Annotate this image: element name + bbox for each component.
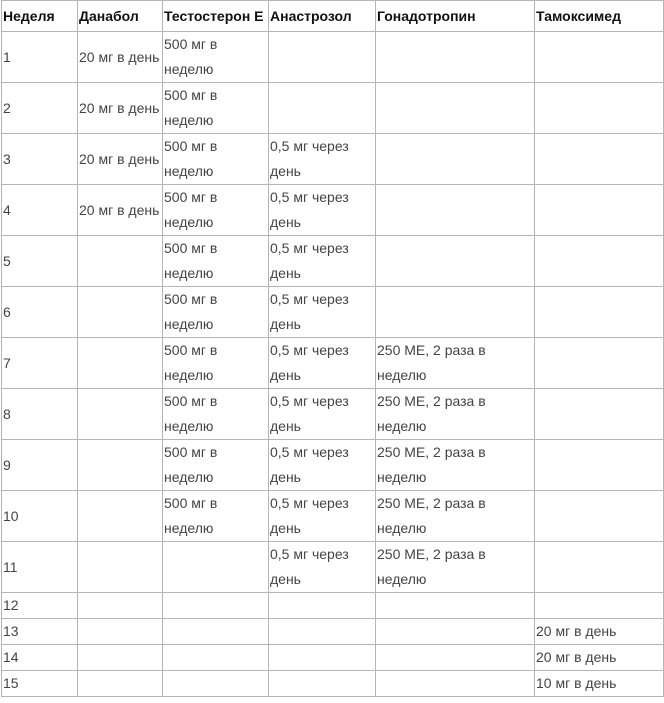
table-row [2, 83, 664, 134]
cell-danabol [78, 593, 163, 619]
cell-gonadotropin: 250 МЕ, 2 раза в неделю [376, 542, 535, 593]
cell-gonadotropin: 250 МЕ, 2 раза в неделю [376, 440, 535, 491]
cell-week: 5 [2, 236, 78, 287]
header-gonadotropin: Гонадотропин [376, 1, 535, 32]
cell-danabol [78, 671, 163, 697]
cell-anastrozole: 0,5 мг через день [269, 236, 376, 287]
cell-danabol: 20 мг в день [78, 83, 163, 134]
cell-testosterone-e: 500 мг в неделю [163, 236, 269, 287]
table-row [2, 440, 664, 491]
cell-testosterone-e: 500 мг в неделю [163, 32, 269, 83]
cell-tamoximed [535, 542, 664, 593]
cell-tamoximed [535, 185, 664, 236]
cell-week: 4 [2, 185, 78, 236]
cell-tamoximed [535, 287, 664, 338]
cell-testosterone-e [163, 645, 269, 671]
cell-anastrozole [269, 671, 376, 697]
cell-gonadotropin [376, 134, 535, 185]
cell-week: 11 [2, 542, 78, 593]
cell-danabol [78, 236, 163, 287]
table-row [2, 236, 664, 287]
header-week: Неделя [2, 1, 78, 32]
table-row [2, 542, 664, 593]
cell-tamoximed [535, 134, 664, 185]
cell-testosterone-e: 500 мг в неделю [163, 185, 269, 236]
table-body [2, 32, 664, 697]
cell-week: 15 [2, 671, 78, 697]
cell-gonadotropin: 250 МЕ, 2 раза в неделю [376, 338, 535, 389]
cell-week: 12 [2, 593, 78, 619]
cell-tamoximed [535, 593, 664, 619]
cell-gonadotropin [376, 671, 535, 697]
cell-gonadotropin [376, 236, 535, 287]
cell-week: 7 [2, 338, 78, 389]
cell-danabol [78, 440, 163, 491]
cell-anastrozole [269, 645, 376, 671]
cell-testosterone-e [163, 593, 269, 619]
table-row [2, 619, 664, 645]
cell-gonadotropin [376, 619, 535, 645]
cell-anastrozole: 0,5 мг через день [269, 338, 376, 389]
header-testosterone-e: Тестостерон Е [163, 1, 269, 32]
table-row [2, 134, 664, 185]
cell-danabol [78, 287, 163, 338]
cell-danabol [78, 619, 163, 645]
table-row [2, 338, 664, 389]
table-row [2, 671, 664, 697]
cell-anastrozole: 0,5 мг через день [269, 134, 376, 185]
cell-testosterone-e: 500 мг в неделю [163, 338, 269, 389]
cell-anastrozole [269, 32, 376, 83]
cell-gonadotropin: 250 МЕ, 2 раза в неделю [376, 491, 535, 542]
cell-testosterone-e: 500 мг в неделю [163, 491, 269, 542]
cell-anastrozole: 0,5 мг через день [269, 389, 376, 440]
cell-anastrozole: 0,5 мг через день [269, 287, 376, 338]
table-row [2, 185, 664, 236]
cell-testosterone-e [163, 542, 269, 593]
cell-week: 9 [2, 440, 78, 491]
cell-anastrozole [269, 593, 376, 619]
cell-anastrozole: 0,5 мг через день [269, 491, 376, 542]
cell-danabol [78, 389, 163, 440]
cell-tamoximed [535, 491, 664, 542]
cell-tamoximed [535, 389, 664, 440]
cell-tamoximed: 20 мг в день [535, 645, 664, 671]
cell-week: 13 [2, 619, 78, 645]
cell-gonadotropin [376, 645, 535, 671]
cell-week: 2 [2, 83, 78, 134]
table-row [2, 32, 664, 83]
cell-danabol [78, 645, 163, 671]
cell-gonadotropin [376, 593, 535, 619]
cell-anastrozole: 0,5 мг через день [269, 440, 376, 491]
table-row [2, 593, 664, 619]
cell-testosterone-e: 500 мг в неделю [163, 440, 269, 491]
cell-testosterone-e: 500 мг в неделю [163, 134, 269, 185]
cell-gonadotropin [376, 185, 535, 236]
cell-danabol [78, 338, 163, 389]
cell-testosterone-e: 500 мг в неделю [163, 287, 269, 338]
cell-tamoximed [535, 440, 664, 491]
header-danabol: Данабол [78, 1, 163, 32]
table-row [2, 645, 664, 671]
cell-tamoximed [535, 236, 664, 287]
cell-tamoximed [535, 32, 664, 83]
cell-week: 6 [2, 287, 78, 338]
cell-tamoximed [535, 83, 664, 134]
cell-week: 3 [2, 134, 78, 185]
cell-week: 8 [2, 389, 78, 440]
cell-anastrozole: 0,5 мг через день [269, 185, 376, 236]
header-anastrozole: Анастрозол [269, 1, 376, 32]
cell-gonadotropin [376, 32, 535, 83]
cell-testosterone-e: 500 мг в неделю [163, 389, 269, 440]
cell-testosterone-e: 500 мг в неделю [163, 83, 269, 134]
header-tamoximed: Тамоксимед [535, 1, 664, 32]
cell-tamoximed: 10 мг в день [535, 671, 664, 697]
cell-testosterone-e [163, 619, 269, 645]
cell-week: 14 [2, 645, 78, 671]
table-row [2, 287, 664, 338]
cell-danabol [78, 542, 163, 593]
cell-anastrozole [269, 619, 376, 645]
cell-gonadotropin [376, 287, 535, 338]
dosage-schedule-table [1, 0, 664, 697]
cell-danabol [78, 491, 163, 542]
cell-tamoximed [535, 338, 664, 389]
header-row [2, 1, 664, 32]
cell-week: 10 [2, 491, 78, 542]
table-row [2, 389, 664, 440]
table-row [2, 491, 664, 542]
table-header [2, 1, 664, 32]
cell-tamoximed: 20 мг в день [535, 619, 664, 645]
cell-testosterone-e [163, 671, 269, 697]
cell-gonadotropin [376, 83, 535, 134]
cell-gonadotropin: 250 МЕ, 2 раза в неделю [376, 389, 535, 440]
cell-danabol: 20 мг в день [78, 185, 163, 236]
cell-anastrozole: 0,5 мг через день [269, 542, 376, 593]
cell-danabol: 20 мг в день [78, 32, 163, 83]
cell-danabol: 20 мг в день [78, 134, 163, 185]
cell-week: 1 [2, 32, 78, 83]
cell-anastrozole [269, 83, 376, 134]
